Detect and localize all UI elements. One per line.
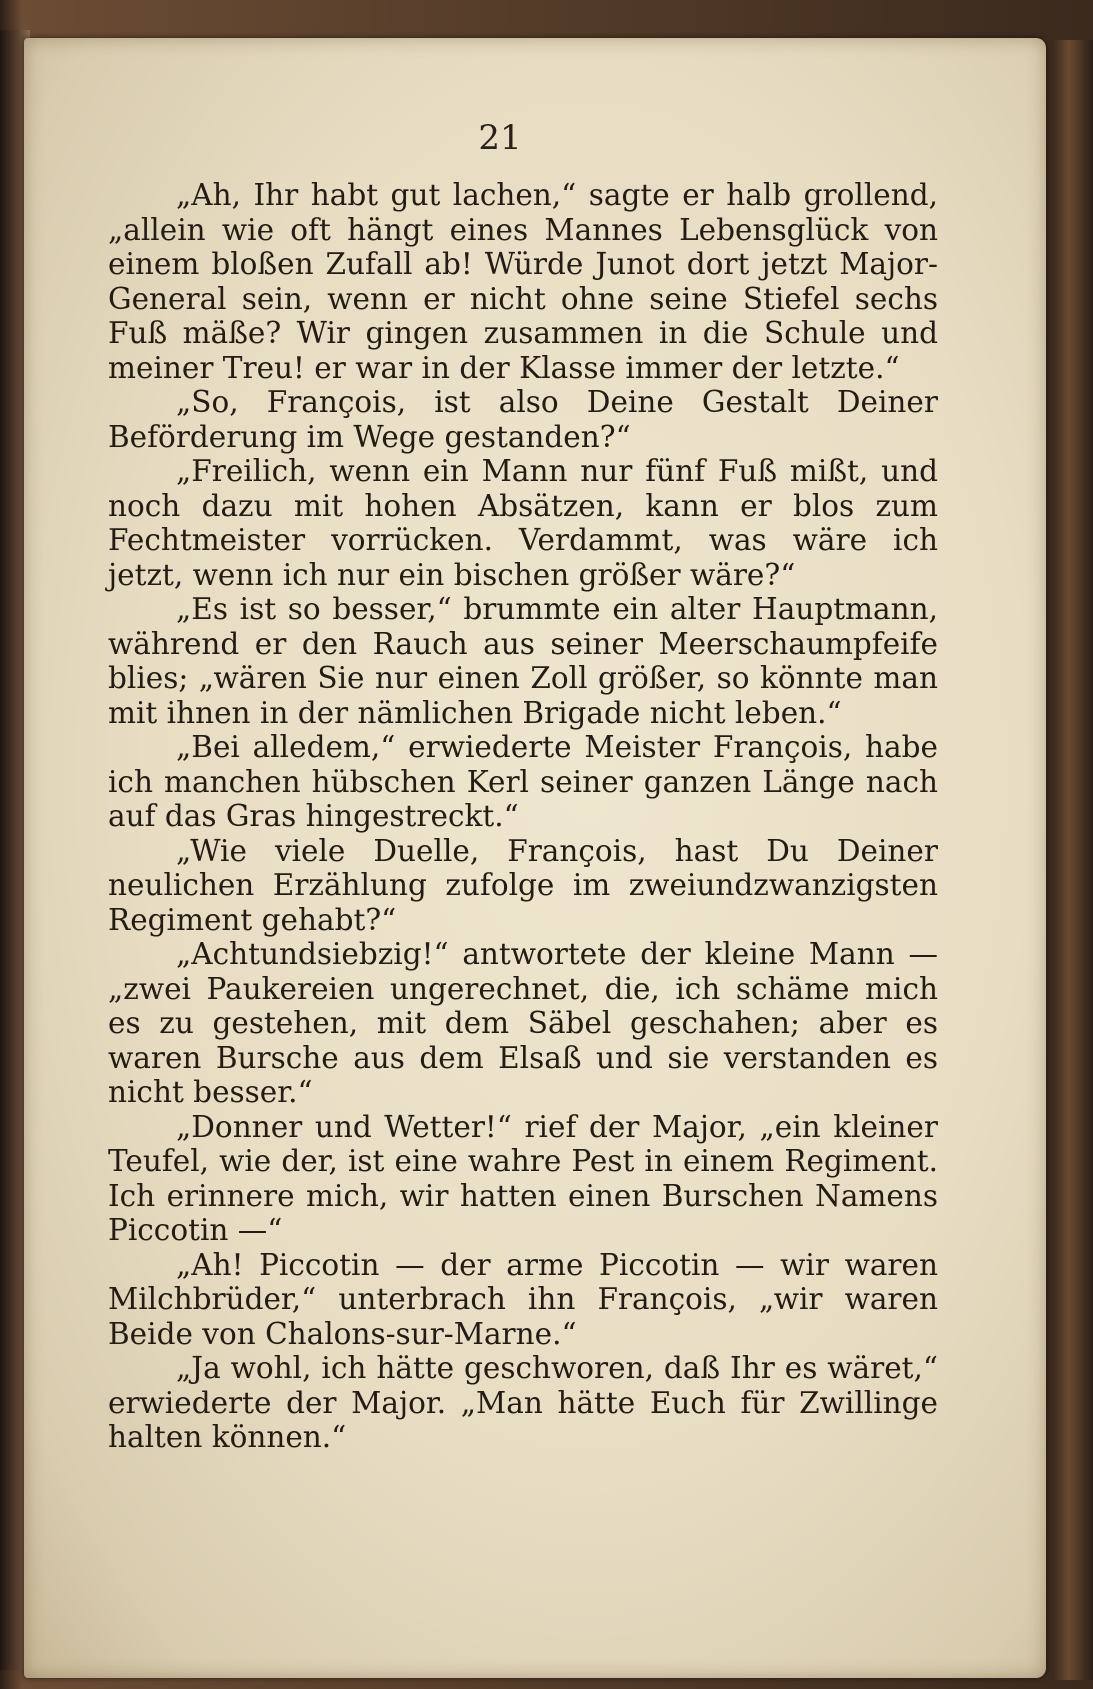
paragraph-10: „Ja wohl, ich hätte geschworen, daß Ihr es wäret,“ erwiederte der Major. „Man hätte Euch für Zwillinge halten können.“ xyxy=(108,1351,938,1454)
body-text xyxy=(108,178,938,1455)
paragraph-8: „Donner und Wetter!“ rief der Major, „ein kleiner Teufel, wie der, ist eine wahre Pest in einem Regiment. Ich erinnere mich, wir hatten einen Burschen Namens Piccotin —“ xyxy=(108,1109,938,1247)
paragraph-1: „Ah, Ihr habt gut lachen,“ sagte er halb grollend, „allein wie oft hängt eines Mannes Lebensglück von einem bloßen Zufall ab! Würde Junot dort jetzt Major-General sein, wenn er nicht ohne seine Stiefel sechs Fuß mäße? Wir gingen zusammen in die Schule und meiner Treu! er war in der Klasse immer der letzte.“ xyxy=(108,178,938,385)
paragraph-3: „Freilich, wenn ein Mann nur fünf Fuß mißt, und noch dazu mit hohen Absätzen, kann er blos zum Fechtmeister vorrücken. Verdammt, was wäre ich jetzt, wenn ich nur ein bischen größer wäre?“ xyxy=(108,454,938,592)
paragraph-9: „Ah! Piccotin — der arme Piccotin — wir waren Milchbrüder,“ unterbrach ihn François, „wir waren Beide von Chalons-sur-Marne.“ xyxy=(108,1247,938,1351)
page-number: 21 xyxy=(478,118,522,158)
paragraph-6: „Wie viele Duelle, François, hast Du Deiner neulichen Erzählung zufolge im zweiundzwanzigsten Regiment gehabt?“ xyxy=(108,833,938,937)
paragraph-2: „So, François, ist also Deine Gestalt Deiner Beförderung im Wege gestanden?“ xyxy=(108,385,938,454)
paragraph-5: „Bei alledem,“ erwiederte Meister François, habe ich manchen hübschen Kerl seiner ganzen Länge nach auf das Gras hingestreckt.“ xyxy=(108,730,938,833)
paragraph-7: „Achtundsiebzig!“ antwortete der kleine Mann — „zwei Paukereien ungerechnet, die, ich schäme mich es zu gestehen, mit dem Säbel geschahen; aber es waren Bursche aus dem Elsaß und sie verstanden es nicht besser.“ xyxy=(108,937,938,1109)
page-edge xyxy=(1053,40,1093,1680)
paragraph-4: „Es ist so besser,“ brummte ein alter Hauptmann, während er den Rauch aus seiner Meerschaumpfeife blies; „wären Sie nur einen Zoll größer, so könnte man mit ihnen in der nämlichen Brigade nicht leben.“ xyxy=(108,592,938,730)
